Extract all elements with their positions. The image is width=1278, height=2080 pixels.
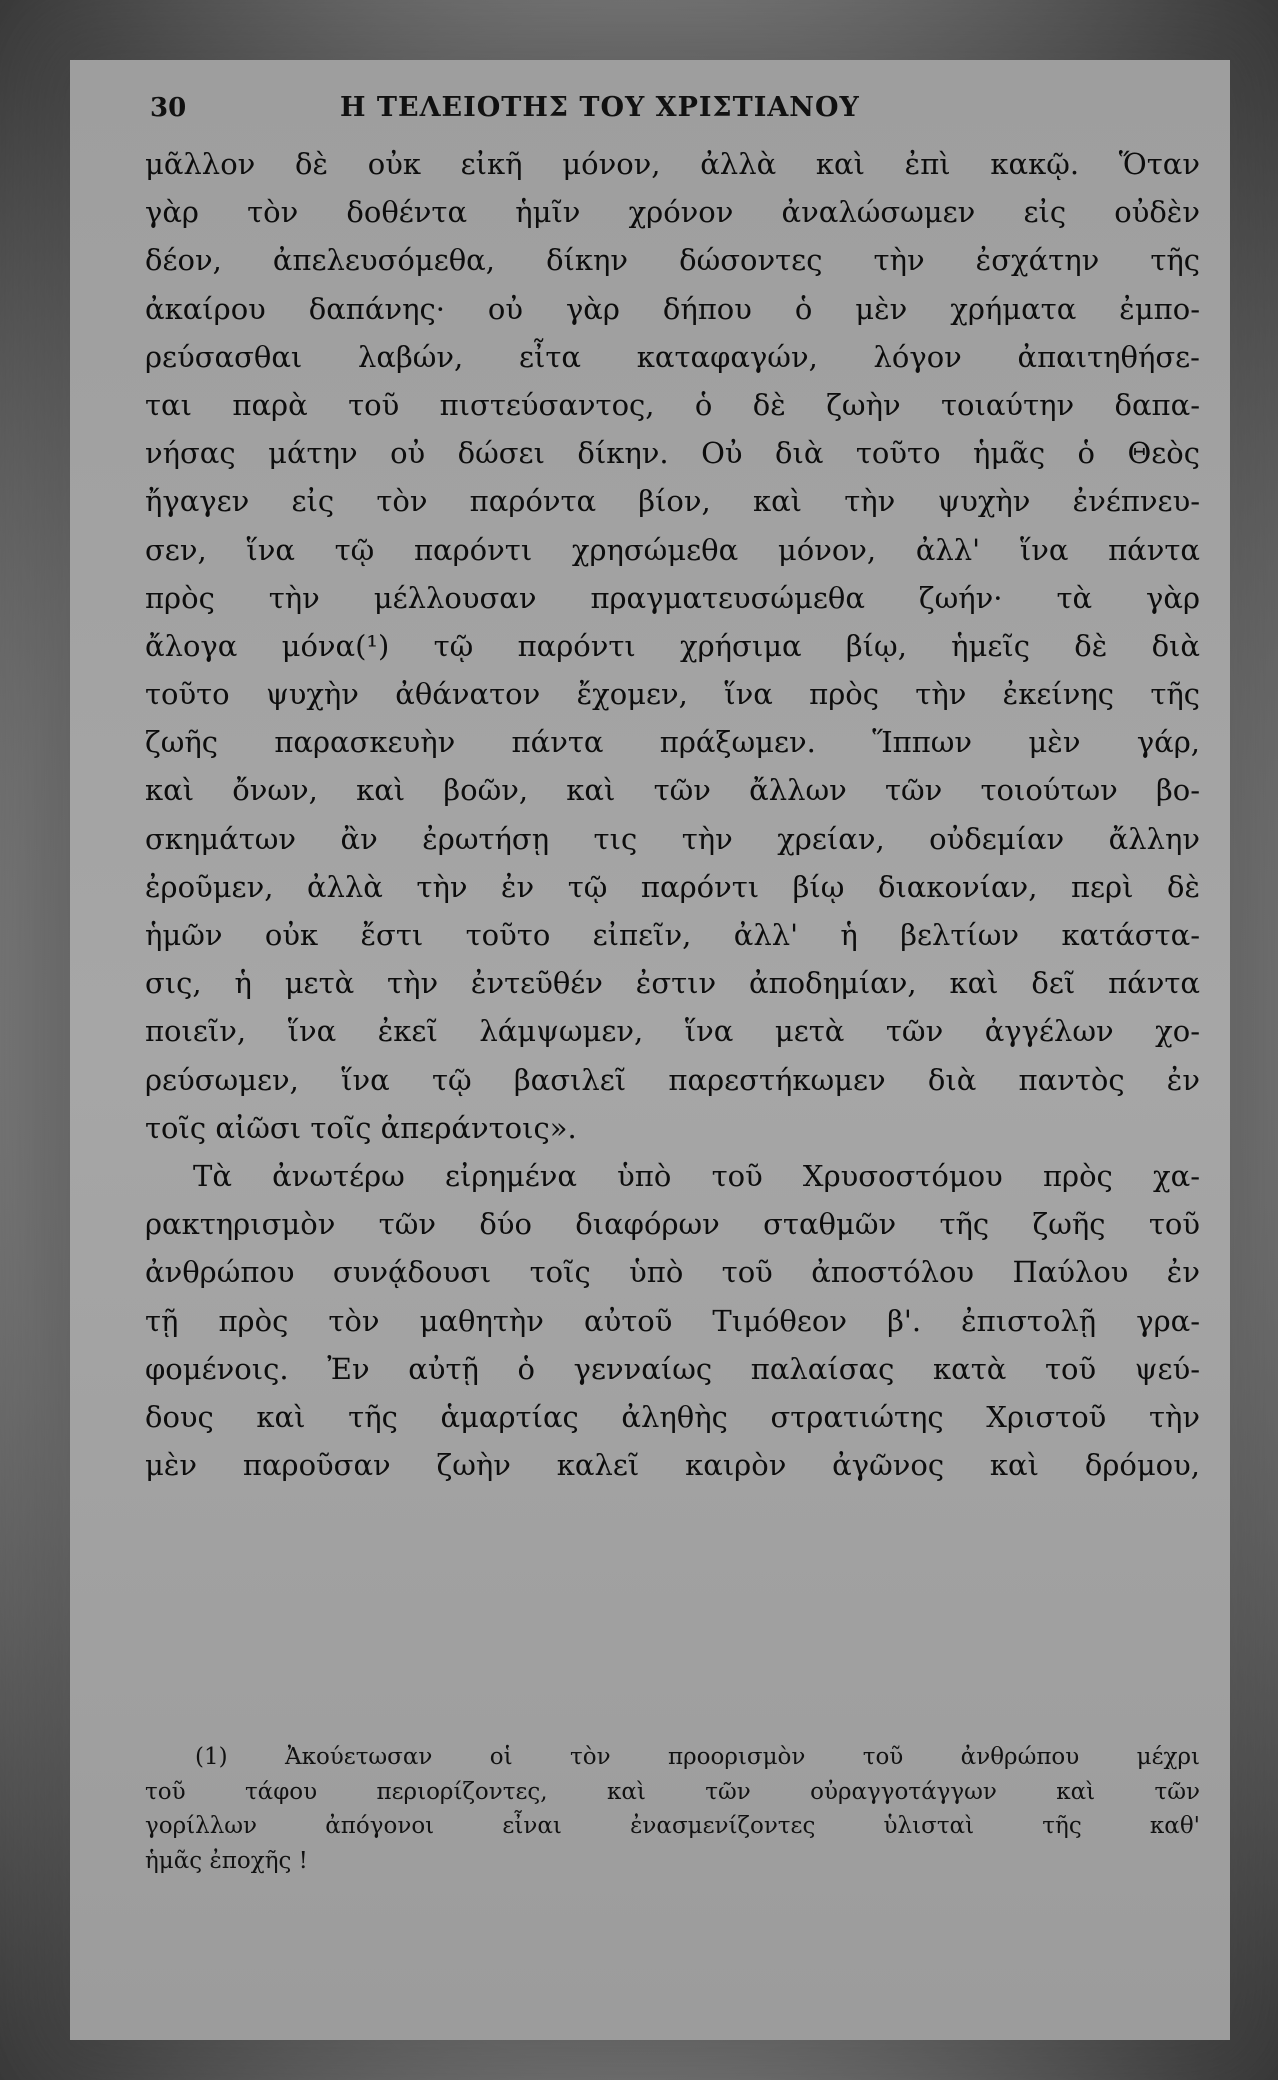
footnote-line: τοῦ τάφου περιορίζοντες, καὶ τῶν οὐραγγοτάγγων καὶ τῶν [145, 1778, 1200, 1805]
text-line: τοῦτο ψυχὴν ἀθάνατον ἔχομεν, ἵνα πρὸς τὴν ἐκείνης τῆς [145, 677, 1200, 712]
text-line: νήσας μάτην οὐ δώσει δίκην. Οὐ διὰ τοῦτο ἡμᾶς ὁ Θεὸς [145, 436, 1200, 471]
text-line: ρεύσασθαι λαβών, εἶτα καταφαγών, λόγον ἀπαιτηθήσε- [145, 339, 1200, 374]
text-line: δους καὶ τῆς ἁμαρτίας ἀληθὴς στρατιώτης Χριστοῦ τὴν [145, 1399, 1200, 1434]
footnote [145, 1740, 1200, 1878]
text-line: ἄλογα μόνα(¹) τῷ παρόντι χρήσιμα βίῳ, ἡμεῖς δὲ διὰ [145, 628, 1200, 663]
running-head: Η ΤΕΛΕΙΟΤΗΣ ΤΟΥ ΧΡΙΣΤΙΑΝΟΥ [340, 92, 860, 123]
text-line: ἡμῶν οὐκ ἔστι τοῦτο εἰπεῖν, ἀλλ' ἡ βελτίων κατάστα- [145, 918, 1200, 952]
text-line: δέον, ἀπελευσόμεθα, δίκην δώσοντες τὴν ἐσχάτην τῆς [145, 243, 1200, 278]
text-line: ρεύσωμεν, ἵνα τῷ βασιλεῖ παρεστήκωμεν διὰ παντὸς ἐν [145, 1062, 1200, 1097]
text-line: γὰρ τὸν δοθέντα ἡμῖν χρόνον ἀναλώσωμεν εἰς οὐδὲν [145, 195, 1200, 230]
footnote-line: γορίλλων ἀπόγονοι εἶναι ἐνασμενίζοντες ὑλισταὶ τῆς καθ' [145, 1813, 1200, 1839]
text-line: πρὸς τὴν μέλλουσαν πραγματευσώμεθα ζωήν· τὰ γὰρ [145, 580, 1200, 615]
text-line: ται παρὰ τοῦ πιστεύσαντος, ὁ δὲ ζωὴν τοιαύτην δαπα- [145, 387, 1200, 422]
text-line: ἤγαγεν εἰς τὸν παρόντα βίον, καὶ τὴν ψυχὴν ἐνέπνευ- [145, 484, 1200, 519]
text-line: σις, ἡ μετὰ τὴν ἐντεῦθέν ἐστιν ἀποδημίαν, καὶ δεῖ πάντα [145, 966, 1200, 1001]
body-text [145, 140, 1200, 1489]
text-line: σκημάτων ἂν ἐρωτήσῃ τις τὴν χρείαν, οὐδεμίαν ἄλλην [145, 821, 1200, 856]
text-line: μὲν παροῦσαν ζωὴν καλεῖ καιρὸν ἀγῶνος καὶ δρόμου, [145, 1448, 1200, 1483]
text-line: τῇ πρὸς τὸν μαθητὴν αὐτοῦ Τιμόθεον β'. ἐπιστολῇ γρα- [145, 1303, 1200, 1338]
text-line: μᾶλλον δὲ οὐκ εἰκῆ μόνον, ἀλλὰ καὶ ἐπὶ κακῷ. Ὅταν [145, 147, 1200, 181]
page-header [150, 92, 1200, 132]
footnote-line: (1) Ἀκούετωσαν οἱ τὸν προορισμὸν τοῦ ἀνθρώπου μέχρι [195, 1744, 1200, 1770]
footnote-line: ἡμᾶς ἐποχῆς ! [145, 1847, 308, 1874]
text-line: ποιεῖν, ἵνα ἐκεῖ λάμψωμεν, ἵνα μετὰ τῶν ἀγγέλων χο- [145, 1014, 1200, 1049]
text-line: φομένοις. Ἐν αὐτῇ ὁ γενναίως παλαίσας κατὰ τοῦ ψεύ- [145, 1351, 1200, 1386]
paragraph-start-line: Τὰ ἀνωτέρω εἰρημένα ὑπὸ τοῦ Χρυσοστόμου πρὸς χα- [193, 1158, 1200, 1193]
text-line: ἀνθρώπου συνᾴδουσι τοῖς ὑπὸ τοῦ ἀποστόλου Παύλου ἐν [145, 1255, 1200, 1290]
text-line: σεν, ἵνα τῷ παρόντι χρησώμεθα μόνον, ἀλλ' ἵνα πάντα [145, 532, 1200, 567]
text-line: ζωῆς παρασκευὴν πάντα πράξωμεν. Ἵππων μὲν γάρ, [145, 725, 1200, 760]
text-line: ἀκαίρου δαπάνης· οὐ γὰρ δήπου ὁ μὲν χρήματα ἐμπο- [145, 291, 1200, 326]
page-number: 30 [150, 93, 187, 123]
text-line: ἐροῦμεν, ἀλλὰ τὴν ἐν τῷ παρόντι βίῳ διακονίαν, περὶ δὲ [145, 869, 1200, 904]
text-line: τοῖς αἰῶσι τοῖς ἀπεράντοις». [145, 1110, 577, 1145]
text-line: καὶ ὄνων, καὶ βοῶν, καὶ τῶν ἄλλων τῶν τοιούτων βο- [145, 773, 1200, 808]
text-line: ρακτηρισμὸν τῶν δύο διαφόρων σταθμῶν τῆς ζωῆς τοῦ [145, 1207, 1200, 1242]
